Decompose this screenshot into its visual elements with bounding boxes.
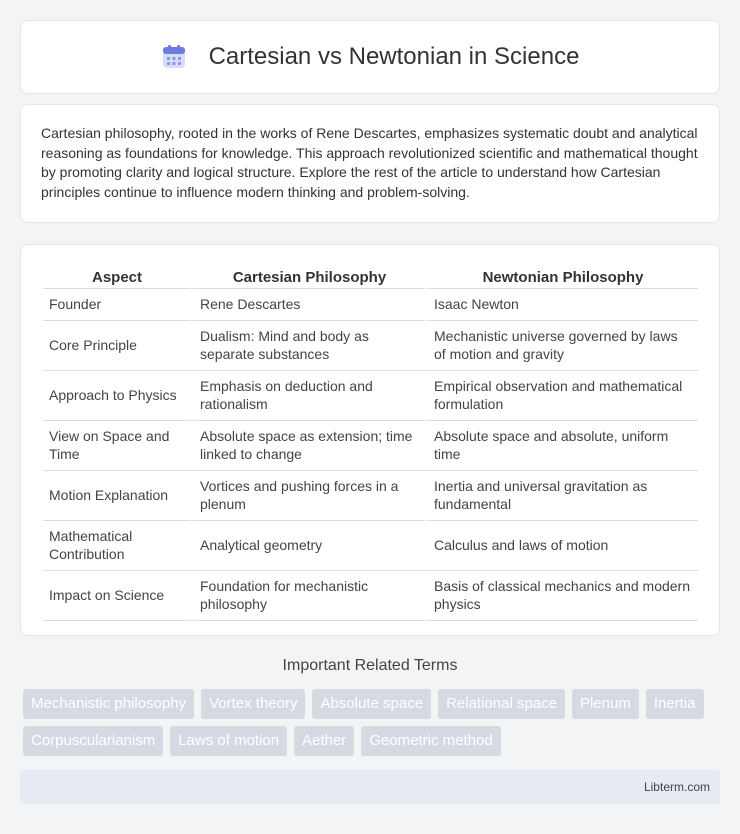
comparison-table <box>43 265 698 621</box>
column-header-cartesian: Cartesian Philosophy <box>191 265 425 289</box>
table-cell: Rene Descartes <box>191 289 425 321</box>
header-card <box>20 20 720 94</box>
table-cell: Foundation for mechanistic philosophy <box>191 571 425 621</box>
related-term-tag[interactable]: Geometric method <box>361 726 500 756</box>
related-term-tag[interactable]: Laws of motion <box>170 726 287 756</box>
table-cell: Inertia and universal gravitation as fundamental <box>425 471 698 521</box>
column-header-newtonian: Newtonian Philosophy <box>425 265 698 289</box>
footer <box>20 770 720 804</box>
related-term-tag[interactable]: Aether <box>294 726 354 756</box>
table-cell: Basis of classical mechanics and modern physics <box>425 571 698 621</box>
related-term-tag[interactable]: Vortex theory <box>201 689 305 719</box>
table-cell: Emphasis on deduction and rationalism <box>191 371 425 421</box>
table-cell: Core Principle <box>43 321 191 371</box>
table-cell: Mechanistic universe governed by laws of motion and gravity <box>425 321 698 371</box>
table-row <box>43 471 698 521</box>
table-cell: Founder <box>43 289 191 321</box>
table-cell: View on Space and Time <box>43 421 191 471</box>
table-cell: Analytical geometry <box>191 521 425 571</box>
table-row <box>43 289 698 321</box>
table-cell: Calculus and laws of motion <box>425 521 698 571</box>
table-cell: Approach to Physics <box>43 371 191 421</box>
related-term-tag[interactable]: Corpuscularianism <box>23 726 163 756</box>
related-term-tag[interactable]: Inertia <box>646 689 704 719</box>
page-title: Cartesian vs Newtonian in Science <box>208 43 580 70</box>
related-term-tag[interactable]: Mechanistic philosophy <box>23 689 194 719</box>
table-cell: Impact on Science <box>43 571 191 621</box>
table-cell: Empirical observation and mathematical formulation <box>425 371 698 421</box>
table-cell: Absolute space and absolute, uniform time <box>425 421 698 471</box>
table-row <box>43 321 698 371</box>
related-term-tag[interactable]: Absolute space <box>312 689 431 719</box>
related-term-tag[interactable]: Plenum <box>572 689 639 719</box>
comparison-table-card <box>20 244 720 636</box>
table-row <box>43 521 698 571</box>
table-cell: Vortices and pushing forces in a plenum <box>191 471 425 521</box>
column-header-aspect: Aspect <box>43 265 191 289</box>
table-row <box>43 421 698 471</box>
related-term-tag[interactable]: Relational space <box>438 689 565 719</box>
table-cell: Mathematical Contribution <box>43 521 191 571</box>
related-terms-list <box>23 689 723 756</box>
table-row <box>43 371 698 421</box>
table-cell: Dualism: Mind and body as separate substances <box>191 321 425 371</box>
table-cell: Motion Explanation <box>43 471 191 521</box>
calendar-icon <box>161 44 187 70</box>
footer-source-link[interactable]: Libterm.com <box>643 780 710 794</box>
table-cell: Isaac Newton <box>425 289 698 321</box>
table-cell: Absolute space as extension; time linked to change <box>191 421 425 471</box>
intro-card <box>20 104 720 223</box>
table-row <box>43 571 698 621</box>
intro-text: Cartesian philosophy, rooted in the works of Rene Descartes, emphasizes systematic doubt and analytical reasoning as foundations for knowledge. This approach revolutionized scientific and mathematical thought by promoting clarity and logical structure. Explore the rest of the article to understand how Cartesian principles continue to influence modern thinking and problem-solving. <box>41 125 698 200</box>
related-terms-title: Important Related Terms <box>282 657 458 674</box>
